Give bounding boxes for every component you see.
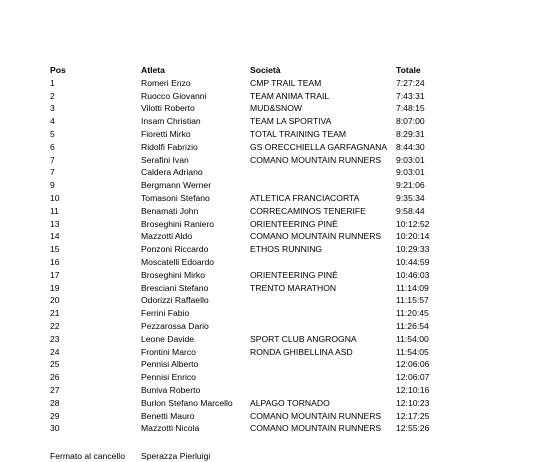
cell-total: 11:26:54: [396, 320, 429, 331]
cell-athlete: Leone Davide: [141, 333, 195, 344]
cell-athlete: Ponzoni Riccardo: [141, 244, 209, 255]
results-table: [50, 64, 494, 435]
cell-club: COMANO MOUNTAIN RUNNERS: [250, 154, 382, 165]
table-row: [50, 102, 494, 115]
cell-athlete: Ruocco Giovanni: [141, 90, 207, 101]
table-row: [50, 154, 494, 167]
cell-club: ETHOS RUNNING: [250, 244, 323, 255]
cell-total: 10:29:33: [396, 244, 430, 255]
cell-pos: 14: [50, 231, 60, 242]
cell-total: 12:06:06: [396, 359, 430, 370]
cell-pos: 24: [50, 346, 60, 357]
cell-total: 10:20:14: [396, 231, 430, 242]
table-row: [50, 294, 494, 307]
cell-club: GS ORECCHIELLA GARFAGNANA: [250, 141, 388, 152]
cell-club: ORIENTEERING PINÈ: [250, 269, 338, 280]
table-row: [50, 282, 494, 295]
cell-athlete: Mazzotti Aldo: [141, 231, 193, 242]
cell-total: 10:46:03: [396, 269, 430, 280]
cell-athlete: Bresciani Stefano: [141, 282, 209, 293]
cell-pos: 3: [50, 103, 55, 114]
cell-club: ALPAGO TORNADO: [250, 397, 330, 408]
table-row: [50, 243, 494, 256]
cell-pos: 17: [50, 269, 60, 280]
cell-athlete: Pezzarossa Dario: [141, 320, 209, 331]
cell-total: 9:58:44: [396, 205, 425, 216]
cell-athlete: Caldera Adriano: [141, 167, 203, 178]
cell-total: 11:54:05: [396, 346, 429, 357]
cell-pos: 10: [50, 192, 60, 203]
table-header: [50, 64, 494, 77]
cell-club: COMANO MOUNTAIN RUNNERS: [250, 423, 382, 434]
table-row: [50, 422, 494, 435]
table-body: [50, 77, 494, 435]
cell-athlete: Insam Christian: [141, 116, 201, 127]
cell-total: 7:48:15: [396, 103, 425, 114]
table-row: [50, 179, 494, 192]
cell-pos: 23: [50, 333, 60, 344]
table-row: [50, 269, 494, 282]
cell-total: 11:15:57: [396, 295, 429, 306]
cell-total: 9:35:34: [396, 192, 425, 203]
cell-pos: 21: [50, 308, 60, 319]
cell-total: 7:27:24: [396, 77, 425, 88]
table-row: [50, 230, 494, 243]
cell-total: 12:10:16: [396, 384, 430, 395]
table-row: [50, 141, 494, 154]
cell-athlete: Moscatelli Edoardo: [141, 256, 215, 267]
header-pos: Pos: [50, 65, 66, 75]
cell-athlete: Vilotti Roberto: [141, 103, 195, 114]
cell-athlete: Broseghini Mirko: [141, 269, 205, 280]
table-row: [50, 205, 494, 218]
cell-total: 12:10:23: [396, 397, 430, 408]
cell-club: TEAM LA SPORTIVA: [250, 116, 332, 127]
table-row: [50, 358, 494, 371]
cell-pos: 5: [50, 128, 55, 139]
cell-pos: 11: [50, 205, 59, 216]
table-row: [50, 346, 494, 359]
cell-total: 8:29:31: [396, 128, 425, 139]
cell-athlete: Pennisi Enrico: [141, 372, 196, 383]
header-total: Totale: [396, 65, 421, 75]
cell-club: RONDA GHIBELLINA ASD: [250, 346, 353, 357]
cell-club: COMANO MOUNTAIN RUNNERS: [250, 231, 382, 242]
cell-athlete: Ferrini Fabio: [141, 308, 190, 319]
table-row: [50, 77, 494, 90]
cell-pos: 30: [50, 423, 60, 434]
cell-pos: 7: [50, 154, 55, 165]
cell-club: TEAM ANIMA TRAIL: [250, 90, 330, 101]
cell-total: 9:03:01: [396, 154, 425, 165]
cell-club: COMANO MOUNTAIN RUNNERS: [250, 410, 382, 421]
cell-total: 8:07:00: [396, 116, 425, 127]
cell-pos: 7: [50, 167, 55, 178]
cell-total: 12:17:25: [396, 410, 430, 421]
cell-total: 10:12:52: [396, 218, 430, 229]
table-row: [50, 333, 494, 346]
table-row: [50, 256, 494, 269]
footer-value: Sperazza Pierluigi: [141, 451, 211, 461]
cell-athlete: Pennisi Alberto: [141, 359, 199, 370]
footer-label: Fermato al cancello: [50, 451, 125, 461]
cell-club: TOTAL TRAINING TEAM: [250, 128, 346, 139]
cell-pos: 13: [50, 218, 60, 229]
cell-total: 11:54:00: [396, 333, 429, 344]
table-row: [50, 115, 494, 128]
cell-athlete: Odorizzi Raffaello: [141, 295, 209, 306]
cell-pos: 22: [50, 320, 60, 331]
cell-athlete: Mazzotti Nicola: [141, 423, 200, 434]
cell-total: 10:44:59: [396, 256, 430, 267]
cell-pos: 6: [50, 141, 55, 152]
cell-club: SPORT CLUB ANGROGNA: [250, 333, 357, 344]
table-row: [50, 371, 494, 384]
cell-total: 11:14:09: [396, 282, 429, 293]
table-row: [50, 90, 494, 103]
cell-pos: 26: [50, 372, 60, 383]
cell-athlete: Buniva Roberto: [141, 384, 201, 395]
table-row: [50, 166, 494, 179]
header-club: Società: [250, 65, 281, 75]
cell-pos: 29: [50, 410, 60, 421]
table-row: [50, 397, 494, 410]
cell-club: ATLETICA FRANCIACORTA: [250, 192, 360, 203]
cell-total: 12:55:26: [396, 423, 430, 434]
cell-club: CORRECAMINOS TENERIFE: [250, 205, 366, 216]
cell-club: MUD&SNOW: [250, 103, 303, 114]
cell-pos: 19: [50, 282, 60, 293]
cell-athlete: Ridolfi Fabrizio: [141, 141, 198, 152]
table-row: [50, 384, 494, 397]
cell-total: 9:03:01: [396, 167, 425, 178]
table-row: [50, 320, 494, 333]
cell-total: 8:44:30: [396, 141, 425, 152]
cell-pos: 28: [50, 397, 60, 408]
table-row: [50, 307, 494, 320]
cell-pos: 20: [50, 295, 60, 306]
cell-pos: 25: [50, 359, 60, 370]
cell-pos: 9: [50, 180, 55, 191]
cell-athlete: Benetti Mauro: [141, 410, 195, 421]
cell-total: 9:21:06: [396, 180, 425, 191]
cell-athlete: Serafini Ivan: [141, 154, 189, 165]
cell-total: 11:20:45: [396, 308, 429, 319]
cell-athlete: Burlon Stefano Marcello: [141, 397, 233, 408]
cell-athlete: Tomasoni Stefano: [141, 192, 210, 203]
cell-pos: 27: [50, 384, 60, 395]
cell-athlete: Fioretti Mirko: [141, 128, 191, 139]
table-row: [50, 192, 494, 205]
table-row: [50, 218, 494, 231]
cell-athlete: Bergmann Werner: [141, 180, 212, 191]
cell-club: CMP TRAIL TEAM: [250, 77, 322, 88]
cell-pos: 1: [50, 77, 55, 88]
cell-athlete: Frontini Marco: [141, 346, 196, 357]
cell-pos: 16: [50, 256, 60, 267]
cell-athlete: Broseghini Raniero: [141, 218, 215, 229]
table-row: [50, 128, 494, 141]
cell-athlete: Romeri Enzo: [141, 77, 191, 88]
cell-club: TRENTO MARATHON: [250, 282, 337, 293]
cell-club: ORIENTEERING PINÈ: [250, 218, 338, 229]
cell-athlete: Benamati John: [141, 205, 199, 216]
cell-total: 12:06:07: [396, 372, 430, 383]
cell-pos: 2: [50, 90, 55, 101]
table-row: [50, 410, 494, 423]
cell-pos: 15: [50, 244, 60, 255]
cell-pos: 4: [50, 116, 55, 127]
cell-total: 7:43:31: [396, 90, 425, 101]
header-athlete: Atleta: [141, 65, 165, 75]
